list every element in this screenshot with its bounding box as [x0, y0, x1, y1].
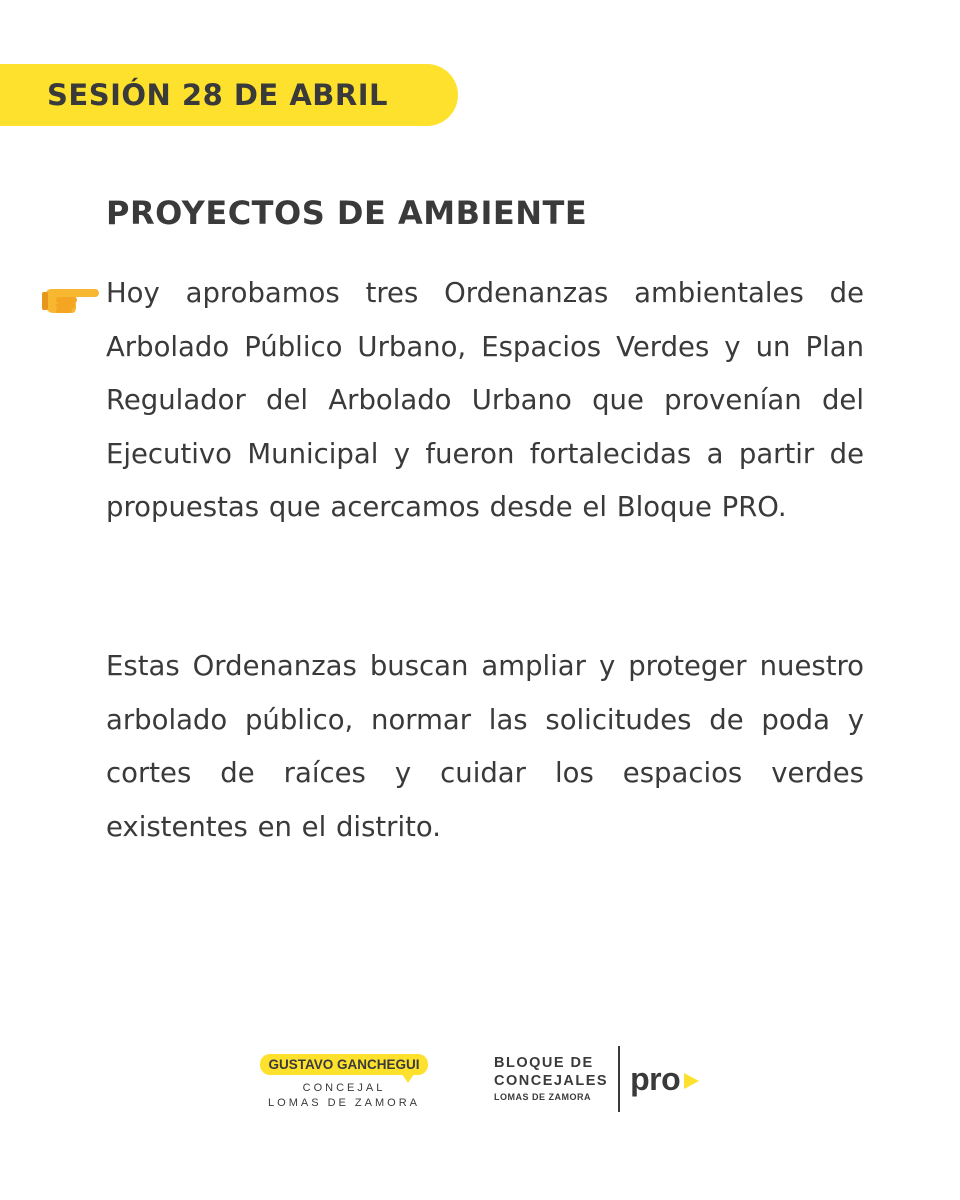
session-banner: [0, 64, 458, 126]
paragraph-ordinances-approved: Hoy aprobamos tres Ordenanzas ambientales de Arbolado Público Urbano, Espacios Verdes y un Plan Regulador del Arbolado Urbano que provenían del Ejecutivo Municipal y fueron fortalecidas a partir de propuestas que acercamos desde el Bloque PRO.: [106, 277, 864, 523]
pro-wordmark: pro: [630, 1061, 681, 1097]
backhand-index-pointing-right-icon: [42, 280, 100, 314]
bloque-line-3: LOMAS DE ZAMORA: [494, 1092, 591, 1102]
play-arrow-icon: [682, 1072, 700, 1090]
bloque-line-1: BLOQUE DE: [494, 1055, 594, 1071]
bloque-pro-logo: [494, 1046, 700, 1112]
councillor-name: GUSTAVO GANCHEGUI: [260, 1054, 427, 1075]
paragraph-ordinances-purpose: Estas Ordenanzas buscan ampliar y proteger nuestro arbolado público, normar las solicitudes de poda y cortes de raíces y cuidar los espacios verdes existentes en el distrito.: [106, 650, 864, 843]
councillor-role: CONCEJAL: [302, 1082, 386, 1094]
session-banner-label: SESIÓN 28 DE ABRIL: [47, 78, 388, 112]
councillor-place: LOMAS DE ZAMORA: [268, 1097, 420, 1109]
bloque-text: [494, 1054, 618, 1104]
councillor-logo: [258, 1054, 430, 1111]
pro-logo: [630, 1063, 700, 1095]
logo-divider: [618, 1046, 620, 1112]
bloque-line-2: CONCEJALES: [494, 1073, 609, 1089]
section-title: PROYECTOS DE AMBIENTE: [106, 194, 588, 232]
